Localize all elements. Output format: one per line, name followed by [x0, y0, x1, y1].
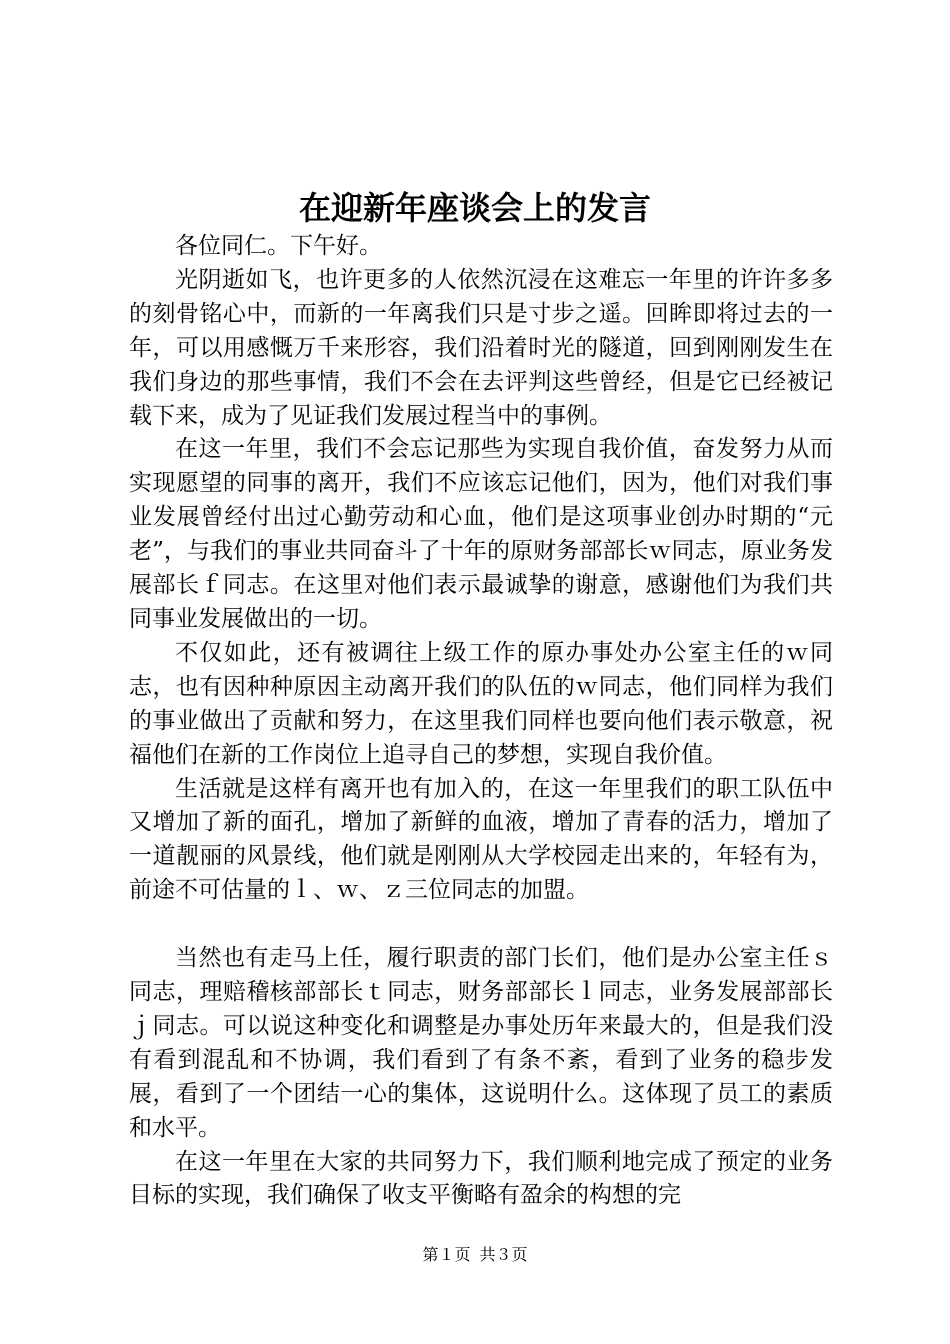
paragraph: 当然也有走马上任，履行职责的部门长们，他们是办公室主任ｓ同志，理赔稽核部部长ｔ同志，财务部部长ｌ同志，业务发展部部长ｊ同志。可以说这种变化和调整是办事处历年来最大的，但是我们没有看到混乱和不协调，我们看到了有条不紊，看到了业务的稳步发展，看到了一个团结一心的集体，这说明什么。这体现了员工的素质和水平。	[129, 945, 833, 1141]
paragraph: 生活就是这样有离开也有加入的，在这一年里我们的职工队伍中又增加了新的面孔，增加了新鲜的血液，增加了青春的活力，增加了一道靓丽的风景线，他们就是刚刚从大学校园走出来的，年轻有为，前途不可估量的ｌ、ｗ、ｚ三位同志的加盟。	[129, 775, 833, 904]
document-title: 在迎新年座谈会上的发言	[298, 189, 651, 227]
paragraph: 在这一年里在大家的共同努力下，我们顺利地完成了预定的业务目标的实现，我们确保了收支平衡略有盈余的构想的完	[129, 1148, 833, 1209]
page-number: 第１页	[422, 1245, 471, 1264]
document-body	[129, 230, 833, 1213]
paragraph: 光阴逝如飞，也许更多的人依然沉浸在这难忘一年里的许许多多的刻骨铭心中，而新的一年离我们只是寸步之遥。回眸即将过去的一年，可以用感慨万千来形容，我们沿着时光的隧道，回到刚刚发生在我们身边的那些事情，我们不会在去评判这些曾经，但是它已经被记载下来，成为了见证我们发展过程当中的事例。	[129, 266, 833, 429]
paragraph: 在这一年里，我们不会忘记那些为实现自我价值，奋发努力从而实现愿望的同事的离开，我们不应该忘记他们，因为，他们对我们事业发展曾经付出过心勤劳动和心血，他们是这项事业创办时期的“元老”，与我们的事业共同奋斗了十年的原财务部部长ｗ同志，原业务发展部长ｆ同志。在这里对他们表示最诚挚的谢意，感谢他们为我们共同事业发展做出的一切。	[129, 436, 833, 632]
paragraph-greeting: 各位同仁。下午好。	[175, 233, 382, 259]
paragraph: 不仅如此，还有被调往上级工作的原办事处办公室主任的ｗ同志，也有因种种原因主动离开我们的队伍的ｗ同志，他们同样为我们的事业做出了贡献和努力，在这里我们同样也要向他们表示敬意，祝福他们在新的工作岗位上追寻自己的梦想，实现自我价值。	[129, 639, 833, 768]
page-total: 共３页	[479, 1245, 528, 1264]
page-footer	[0, 1244, 950, 1266]
